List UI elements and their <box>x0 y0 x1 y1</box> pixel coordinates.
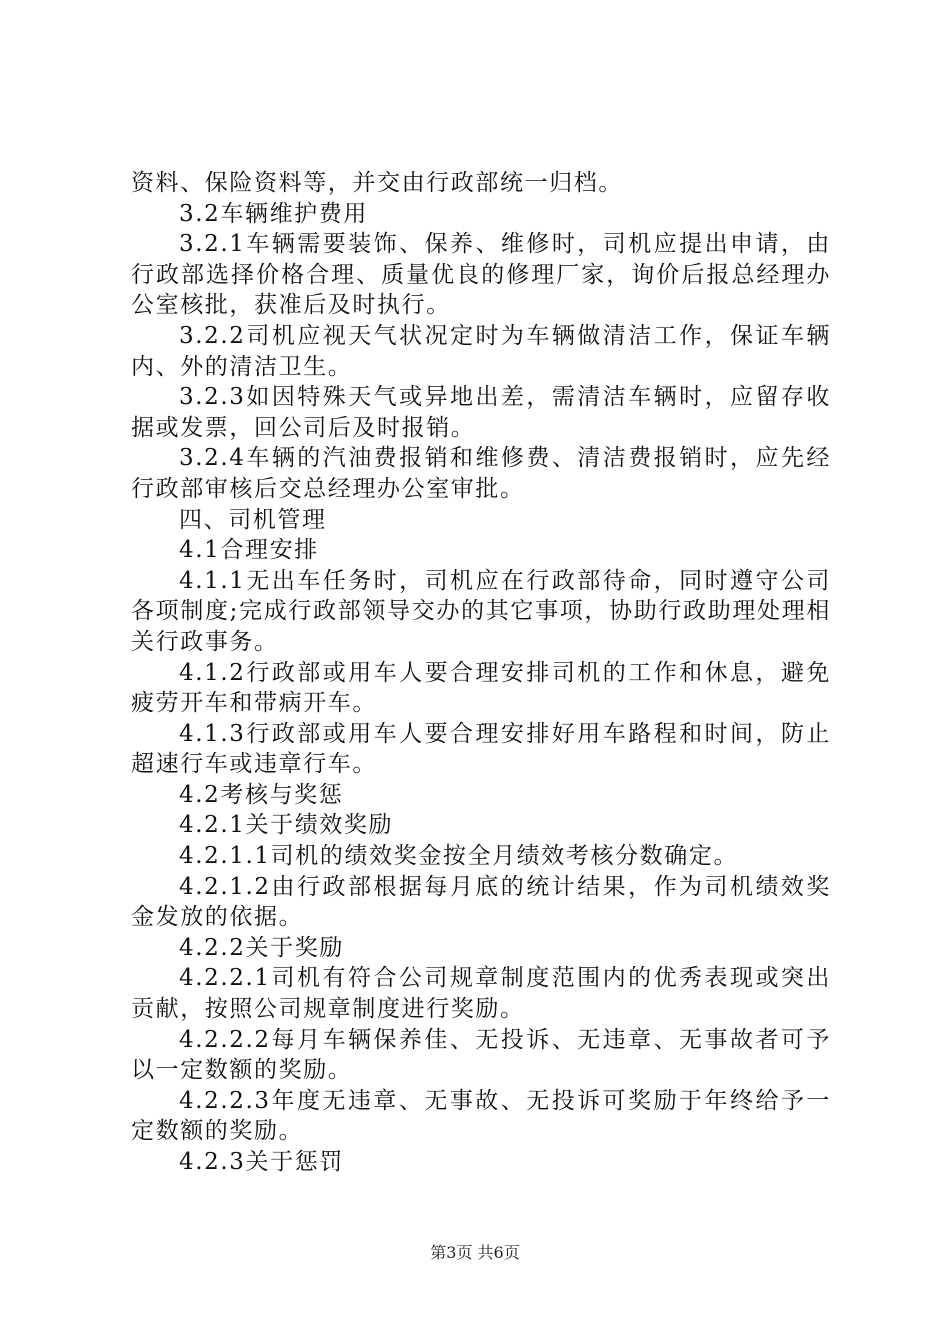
paragraph: 3.2.2司机应视天气状况定时为车辆做清洁工作，保证车辆内、外的清洁卫生。 <box>131 322 831 380</box>
paragraph: 4.1合理安排 <box>179 537 319 564</box>
page-footer <box>0 1242 950 1264</box>
paragraph: 4.2.3关于惩罚 <box>179 1149 344 1175</box>
document-body <box>131 168 831 1178</box>
paragraph: 4.1.1无出车任务时，司机应在行政部待命，同时遵守公司各项制度;完成行政部领导交办的其它事项，协助行政助理处理相关行政事务。 <box>131 567 831 655</box>
page-number-label: 第3页 共6页 <box>430 1243 520 1262</box>
paragraph: 4.2.1关于绩效奖励 <box>179 812 394 839</box>
paragraph: 4.2.1.1司机的绩效奖金按全月绩效考核分数确定。 <box>179 843 739 870</box>
paragraph: 四、司机管理 <box>179 506 327 533</box>
paragraph: 3.2车辆维护费用 <box>179 200 368 227</box>
paragraph: 3.2.3如因特殊天气或异地出差，需清洁车辆时，应留存收据或发票，回公司后及时报销。 <box>131 384 831 441</box>
paragraph: 4.2.2关于奖励 <box>179 934 344 961</box>
paragraph: 4.2.2.2每月车辆保养佳、无投诉、无违章、无事故者可予以一定数额的奖励。 <box>131 1026 831 1084</box>
paragraph: 4.2.2.3年度无违章、无事故、无投诉可奖励于年终给予一定数额的奖励。 <box>131 1087 831 1145</box>
paragraph: 3.2.1车辆需要装饰、保养、维修时，司机应提出申请，由行政部选择价格合理、质量优良的修理厂家，询价后报总经理办公室核批，获准后及时执行。 <box>131 231 831 319</box>
paragraph: 3.2.4车辆的汽油费报销和维修费、清洁费报销时，应先经行政部审核后交总经理办公室审批。 <box>131 445 831 502</box>
paragraph: 4.1.3行政部或用车人要合理安排好用车路程和时间，防止超速行车或违章行车。 <box>131 720 831 778</box>
paragraph: 4.2.2.1司机有符合公司规章制度范围内的优秀表现或突出贡献，按照公司规章制度进行奖励。 <box>131 965 831 1023</box>
paragraph: 资料、保险资料等，并交由行政部统一归档。 <box>131 170 623 196</box>
paragraph: 4.2.1.2由行政部根据每月底的统计结果，作为司机绩效奖金发放的依据。 <box>131 873 831 931</box>
paragraph: 4.1.2行政部或用车人要合理安排司机的工作和休息，避免疲劳开车和带病开车。 <box>131 659 831 717</box>
paragraph: 4.2考核与奖惩 <box>179 781 344 808</box>
